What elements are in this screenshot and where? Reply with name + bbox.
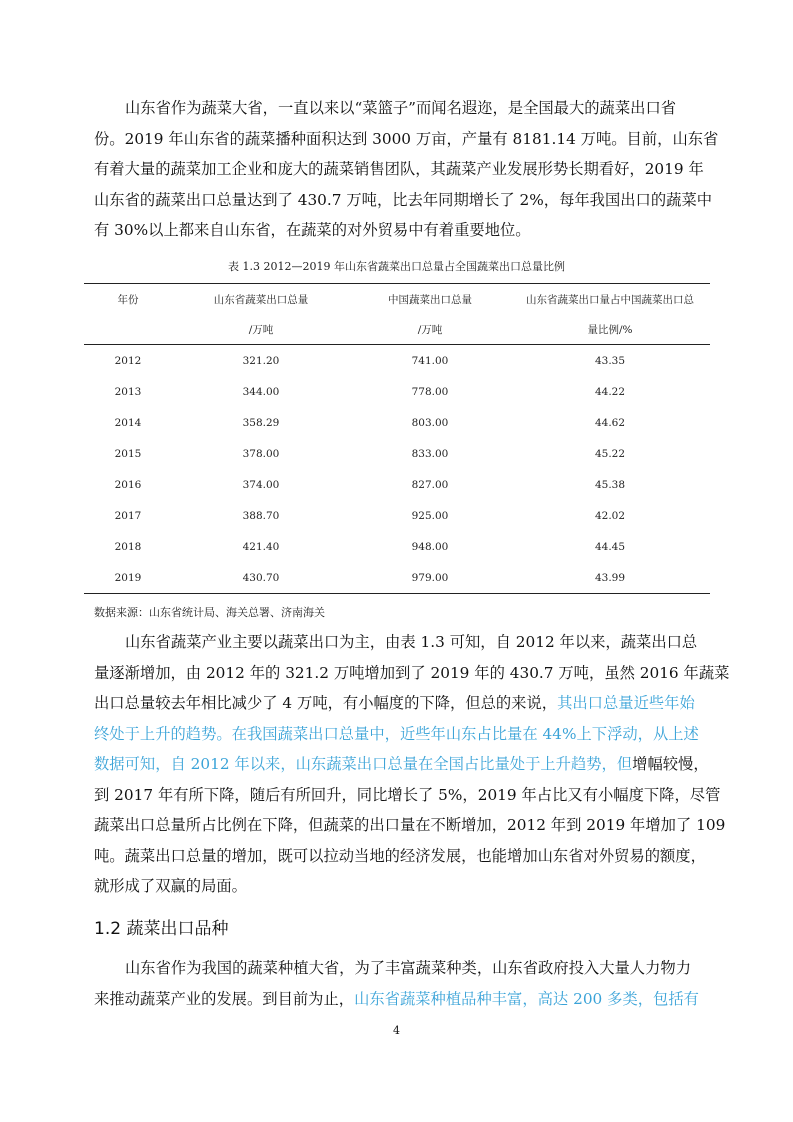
text-line: 到 2017 年有所下降，随后有所回升，同比增长了 5%，2019 年占比又有小幅度下降，尽管: [94, 785, 721, 804]
data-source-note: 数据来源：山东省统计局、海关总署、济南海关: [94, 606, 325, 619]
paragraph-analysis: [94, 627, 730, 902]
table-header-row: [84, 284, 710, 315]
export-ratio-table: [84, 283, 710, 594]
cell-china: 925.00: [411, 509, 449, 522]
text-line: 份。2019 年山东省的蔬菜播种面积达到 3000 万亩，产量有 8181.14 万吨。目前，山东省: [94, 129, 719, 148]
text-line: [94, 984, 706, 1015]
cell-shandong: 378.00: [242, 447, 280, 460]
text-line: [94, 688, 706, 719]
page-number: 4: [393, 1024, 400, 1037]
cell-ratio: 45.38: [594, 478, 626, 491]
cell-shandong: 421.40: [242, 540, 280, 553]
cell-china: 979.00: [350, 562, 510, 594]
table-row: [84, 438, 710, 469]
text-line: 山东省作为我国的蔬菜种植大省，为了丰富蔬菜种类，山东省政府投入大量人力物力: [125, 959, 691, 977]
cell-shandong: 430.70: [172, 562, 350, 594]
cell-year: 2014: [114, 416, 142, 429]
header-year: 年份: [84, 284, 172, 315]
cell-china: 778.00: [411, 385, 449, 398]
text-segment: 出口总量较去年相比减少了 4 万吨，有小幅度的下降，但总的来说，: [94, 694, 558, 712]
cell-ratio: 44.45: [594, 540, 626, 553]
cell-year: 2015: [114, 447, 142, 460]
header-ratio: 山东省蔬菜出口量占中国蔬菜出口总: [510, 284, 710, 315]
cell-shandong: 388.70: [242, 509, 280, 522]
text-segment: 来推动蔬菜产业的发展。到目前为止，: [94, 989, 355, 1008]
table-row: [84, 500, 710, 531]
table-row: [84, 531, 710, 562]
highlighted-text: 其出口总量近些年始: [557, 694, 695, 712]
cell-shandong: 321.20: [242, 354, 280, 367]
table-header-row: [84, 314, 710, 345]
cell-year: 2017: [114, 509, 142, 522]
text-line: [94, 749, 709, 780]
cell-year: 2018: [114, 540, 142, 553]
text-line: 山东省蔬菜产业主要以蔬菜出口为主，由表 1.3 可知，自 2012 年以来，蔬菜出口总: [125, 633, 698, 651]
cell-ratio: 44.62: [594, 416, 626, 429]
cell-china: 948.00: [411, 540, 449, 553]
header-year-unit: [84, 314, 172, 345]
text-line: 就形成了双赢的局面。: [94, 877, 247, 895]
header-ratio-unit: 量比例/%: [510, 314, 710, 345]
cell-year: 2016: [114, 478, 142, 491]
text-line: 量逐渐增加，由 2012 年的 321.2 万吨增加到了 2019 年的 430.7 万吨，虽然 2016 年蔬菜: [94, 663, 730, 682]
highlighted-text: 终处于上升的趋势。在我国蔬菜出口总量中，近些年山东占比量在 44%上下浮动，从上述: [94, 724, 699, 743]
header-shandong-unit: /万吨: [172, 314, 350, 345]
text-line: 有着大量的蔬菜加工企业和庞大的蔬菜销售团队，其蔬菜产业发展形势长期看好，2019 年: [94, 160, 704, 178]
text-line: 山东省的蔬菜出口总量达到了 430.7 万吨，比去年同期增长了 2%，每年我国出口的蔬菜中: [94, 190, 713, 209]
cell-year: 2012: [114, 354, 142, 367]
cell-year: 2013: [114, 385, 142, 398]
table-row: [84, 376, 710, 407]
cell-china: 827.00: [411, 478, 449, 491]
cell-ratio: 43.99: [510, 562, 710, 594]
table-row: [84, 407, 710, 438]
cell-china: 803.00: [411, 416, 449, 429]
table-caption: 表 1.3 2012—2019 年山东省蔬菜出口总量占全国蔬菜出口总量比例: [228, 260, 565, 273]
highlighted-text: 山东省蔬菜种植品种丰富，高达 200 多类，包括有: [354, 989, 699, 1008]
cell-shandong: 344.00: [242, 385, 280, 398]
text-line: 有 30%以上都来自山东省，在蔬菜的对外贸易中有着重要地位。: [94, 221, 531, 239]
header-china-total: 中国蔬菜出口总量: [350, 284, 510, 315]
table-row: [84, 345, 710, 377]
highlighted-text: 数据可知，自 2012 年以来，山东蔬菜出口总量在全国占比量处于上升趋势，但: [94, 755, 633, 773]
paragraph-intro: [94, 93, 719, 246]
table-row: [84, 562, 710, 594]
cell-ratio: 43.35: [594, 354, 626, 367]
text-segment: 增幅较慢，: [632, 755, 709, 773]
cell-ratio: 45.22: [594, 447, 626, 460]
cell-shandong: 358.29: [242, 416, 280, 429]
cell-year: 2019: [84, 562, 172, 594]
header-shandong-total: 山东省蔬菜出口总量: [172, 284, 350, 315]
section-heading: 1.2 蔬菜出口品种: [94, 919, 229, 939]
text-line: 山东省作为蔬菜大省，一直以来以“菜篮子”而闻名遐迩，是全国最大的蔬菜出口省: [125, 99, 677, 117]
cell-shandong: 374.00: [242, 478, 280, 491]
cell-ratio: 42.02: [594, 509, 626, 522]
cell-china: 741.00: [411, 354, 449, 367]
text-line: 吨。蔬菜出口总量的增加，既可以拉动当地的经济发展，也能增加山东省对外贸易的额度，: [94, 846, 706, 865]
table-row: [84, 469, 710, 500]
cell-china: 833.00: [411, 447, 449, 460]
paragraph-varieties: [94, 953, 706, 1014]
cell-ratio: 44.22: [594, 385, 626, 398]
text-line: 蔬菜出口总量所占比例在下降，但蔬菜的出口量在不断增加，2012 年到 2019 年增加了 109: [94, 816, 726, 834]
header-china-unit: /万吨: [350, 314, 510, 345]
